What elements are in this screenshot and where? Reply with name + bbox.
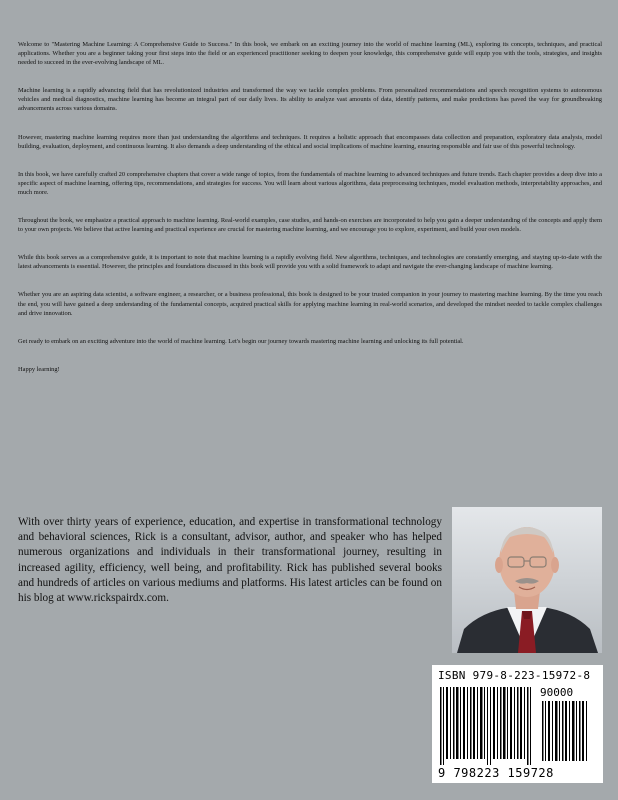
intro-text xyxy=(18,40,602,393)
intro-paragraph-7: Whether you are an aspiring data scientist, a software engineer, a researcher, or a business professional, this book is designed to be your trusted companion in your journey to mastering machine learning. By the time you reach the end, you will have gained a deep understanding of the fundamental concepts, acquired practical skills for applying machine learning in real-world scenarios, and developed the mindset needed to tackle complex challenges and drive innovation. xyxy=(18,291,602,317)
intro-paragraph-9: Happy learning! xyxy=(18,365,60,373)
isbn-number: ISBN 979-8-223-15972-8 xyxy=(438,669,591,682)
isbn-barcode xyxy=(432,665,603,783)
author-bio: With over thirty years of experience, education, and expertise in transformational technology and behavioral sciences, Rick is a consultant, advisor, author, and speaker who has helped numerous organizations and individuals in their transformational journey, resulting in increased agility, efficiency, well being, and profitability. Rick has published several books and hundreds of articles on various mediums and platforms. His latest articles can be found on his blog at www.rickspairdx.com. xyxy=(18,516,442,605)
barcode-digits: 9 798223 159728 xyxy=(438,766,554,780)
intro-paragraph-2: Machine learning is a rapidly advancing field that has revolutionized industries and transformed the way we tackle complex problems. From personalized recommendations and speech recognition systems to autonomous vehicles and medical diagnostics, machine learning has become an integral part of our daily lives. Its ability to analyze vast amounts of data, identify patterns, and make predictions has paved the way for groundbreaking advancements across various domains. xyxy=(18,87,602,113)
price-code: 90000 xyxy=(540,686,574,699)
intro-paragraph-6: While this book serves as a comprehensive guide, it is important to note that machine learning is a rapidly evolving field. New algorithms, techniques, and technologies are constantly emerging, and staying up-to-date with the latest advancements is essential. However, the principles and foundations discussed in this book will provide you with a solid framework to adapt and navigate the ever-changing landscape of machine learning. xyxy=(18,254,602,271)
intro-paragraph-8: Get ready to embark on an exciting adventure into the world of machine learning. Let's begin our journey towards mastering machine learning and unlocking its full potential. xyxy=(18,337,464,345)
intro-paragraph-1: Welcome to "Mastering Machine Learning: A Comprehensive Guide to Success." In this book, we embark on an exciting journey into the world of machine learning (ML), exploring its concepts, techniques, and practical applications. Whether you are a beginner taking your first steps into the field or an experienced practitioner seeking to deepen your knowledge, this comprehensive guide will equip you with the tools, strategies, and insights needed to succeed in the ever-evolving landscape of ML. xyxy=(18,41,602,67)
intro-paragraph-4: In this book, we have carefully crafted 20 comprehensive chapters that cover a wide range of topics, from the fundamentals of machine learning to advanced techniques and future trends. Each chapter provides a deep dive into a specific aspect of machine learning, offering tips, recommendations, and strategies for success. You will learn about various algorithms, data preprocessing techniques, model evaluation methods, interpretability approaches, and much more. xyxy=(18,170,602,196)
intro-paragraph-3: However, mastering machine learning requires more than just understanding the algorithms and techniques. It requires a holistic approach that encompasses data collection and preparation, exploratory data analysis, model building, evaluation, deployment, and continuous learning. It also demands a deep understanding of the ethical and social implications of machine learning, ensuring responsible and fair use of this powerful technology. xyxy=(18,133,602,150)
intro-paragraph-5: Throughout the book, we emphasize a practical approach to machine learning. Real-world examples, case studies, and hands-on exercises are incorporated to help you gain a deeper understanding of the concepts and apply them to your own projects. We believe that active learning and practical experience are crucial for mastering machine learning, and we encourage you to explore, experiment, and build your own models. xyxy=(18,217,602,234)
author-portrait xyxy=(452,507,602,653)
author-photo xyxy=(452,507,602,653)
